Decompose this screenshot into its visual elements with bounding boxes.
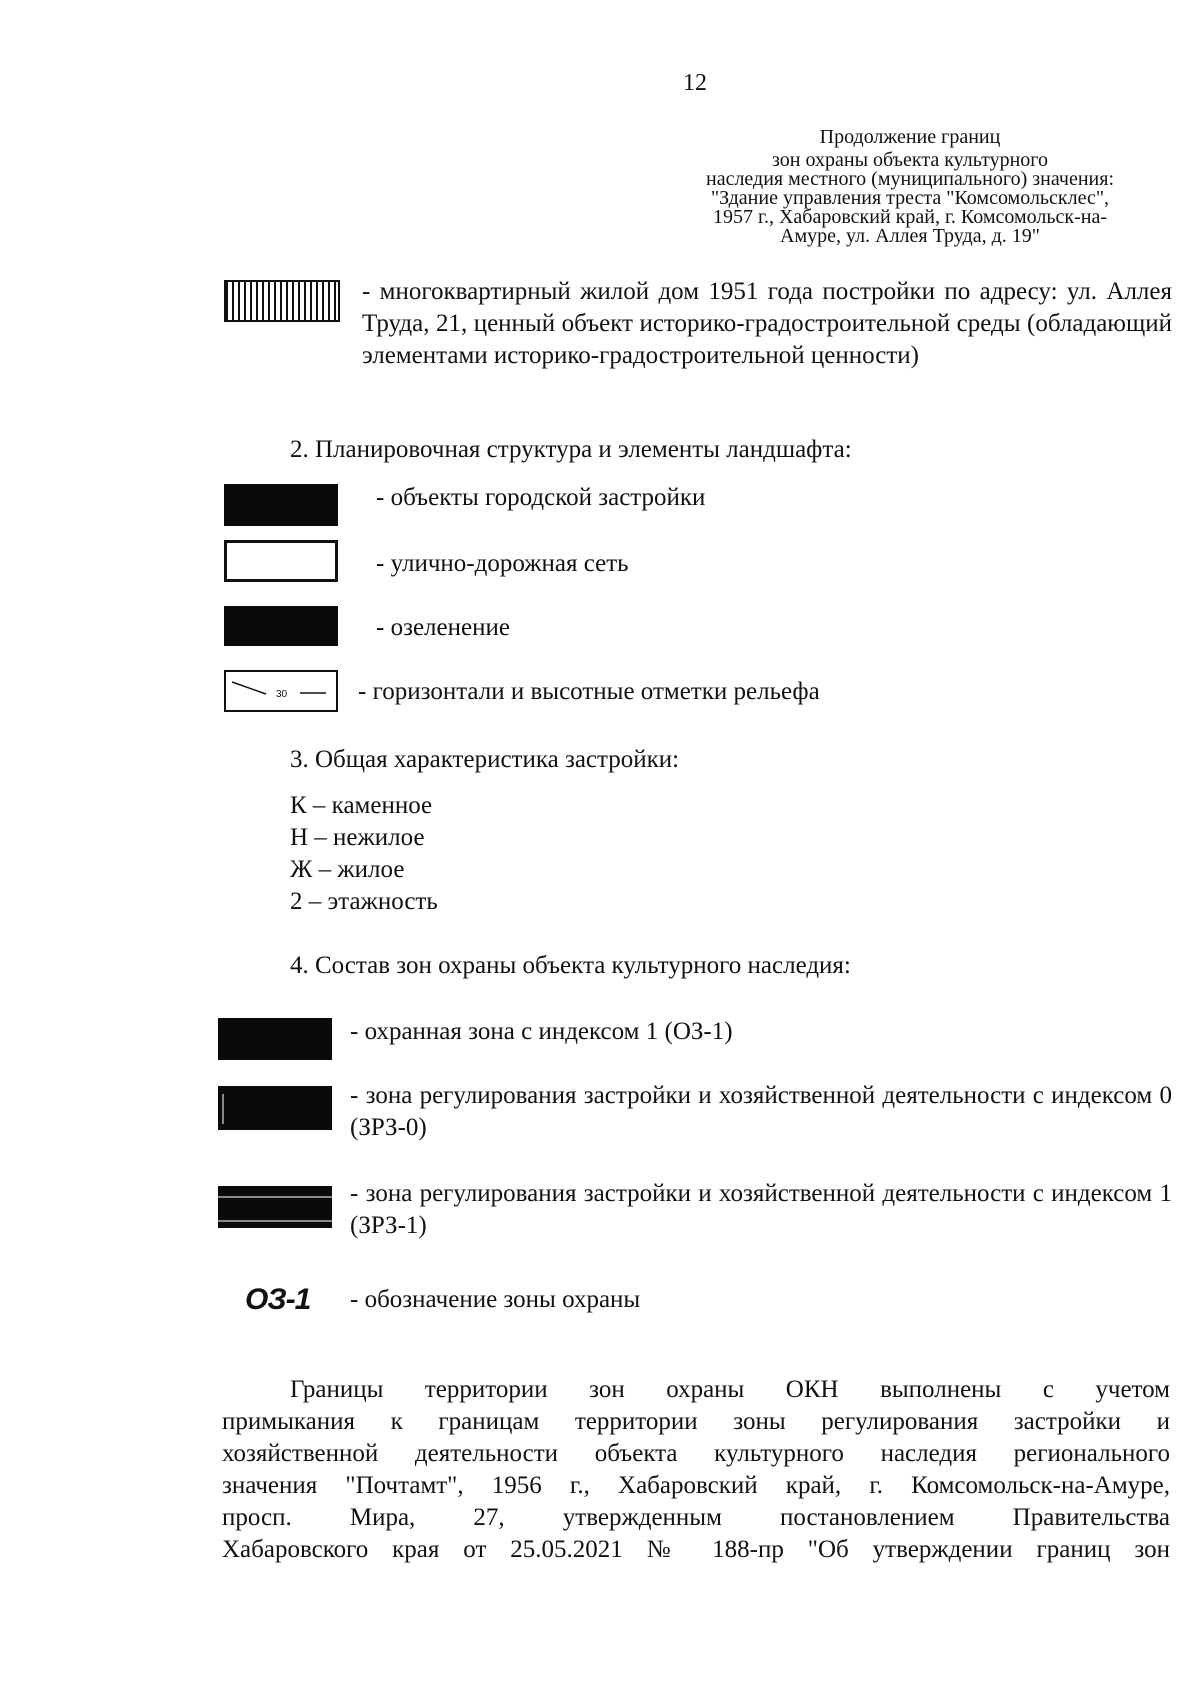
regulation-zone-1-swatch [218, 1186, 332, 1228]
contour-lines-label: - горизонтали и высотные отметки рельефа [358, 678, 820, 705]
list-item: К – каменное [290, 792, 433, 819]
street-network-swatch [224, 540, 338, 582]
hatched-building-swatch [224, 280, 340, 322]
regulation-zone-0-label: - зона регулирования застройки и хозяйственной деятельности с индексом 0 (ЗРЗ-0) [350, 1082, 1172, 1141]
zone-code-symbol: ОЗ-1 [245, 1283, 311, 1316]
page-number: 12 [683, 70, 707, 96]
body-line: Хабаровского края от 25.05.2021 № 188-пр "Об утверждении границ зон [222, 1536, 1170, 1563]
header-line: 1957 г., Хабаровский край, г. Комсомольск-на- [713, 206, 1107, 228]
header-line: Продолжение границ [819, 126, 1001, 148]
body-line: значения "Почтамт", 1956 г., Хабаровский край, г. Комсомольск-на-Амуре, [222, 1472, 1170, 1499]
zone-border-mark [218, 1220, 332, 1222]
contour-height-label: 30 [276, 689, 288, 700]
section2-heading: 2. Планировочная структура и элементы ландшафта: [290, 436, 852, 463]
body-line: хозяйственной деятельности объекта культурного наследия регионального [222, 1440, 1170, 1467]
header-line: наследия местного (муниципального) значения: [705, 168, 1115, 190]
header-line: зон охраны объекта культурного [772, 149, 1048, 171]
hatched-building-label: - многоквартирный жилой дом 1951 года постройки по адресу: ул. Аллея Труда, 21, ценный объект историко-градостроительной среды (обладающий элементами историко-градостроительной ценности) [362, 278, 1172, 369]
greenery-swatch [224, 606, 338, 646]
protection-zone-1-swatch [218, 1018, 332, 1060]
building-characteristics-list [290, 790, 438, 918]
street-network-label: - улично-дорожная сеть [376, 550, 629, 577]
body-paragraph [222, 1374, 1170, 1566]
zone-border-mark [222, 1094, 224, 1124]
greenery-label: - озеленение [376, 614, 510, 641]
header-line: "Здание управления треста "Комсомольсклес", [710, 187, 1110, 209]
body-line: Границы территории зон охраны ОКН выполнены с учетом [290, 1376, 1170, 1403]
section3-heading: 3. Общая характеристика застройки: [290, 746, 680, 773]
continuation-header [660, 128, 1160, 246]
section4-heading: 4. Состав зон охраны объекта культурного наследия: [290, 952, 851, 979]
list-item: 2 – этажность [290, 888, 438, 915]
urban-buildings-swatch [224, 484, 338, 526]
zone-border-mark [218, 1196, 332, 1198]
zone-code-label: - обозначение зоны охраны [350, 1286, 641, 1313]
header-line: Амуре, ул. Аллея Труда, д. 19" [780, 225, 1040, 247]
contour-line-icon [226, 672, 336, 710]
urban-buildings-label: - объекты городской застройки [376, 484, 706, 511]
regulation-zone-1-label: - зона регулирования застройки и хозяйственной деятельности с индексом 1 (ЗРЗ-1) [350, 1180, 1172, 1239]
list-item: Н – нежилое [290, 824, 425, 851]
body-line: примыкания к границам территории зоны регулирования застройки и [222, 1408, 1170, 1435]
contour-lines-swatch [224, 670, 338, 712]
body-line: просп. Мира, 27, утвержденным постановлением Правительства [222, 1504, 1170, 1531]
regulation-zone-0-swatch [218, 1086, 332, 1130]
protection-zone-1-label: - охранная зона с индексом 1 (ОЗ-1) [350, 1018, 733, 1045]
list-item: Ж – жилое [290, 856, 405, 883]
